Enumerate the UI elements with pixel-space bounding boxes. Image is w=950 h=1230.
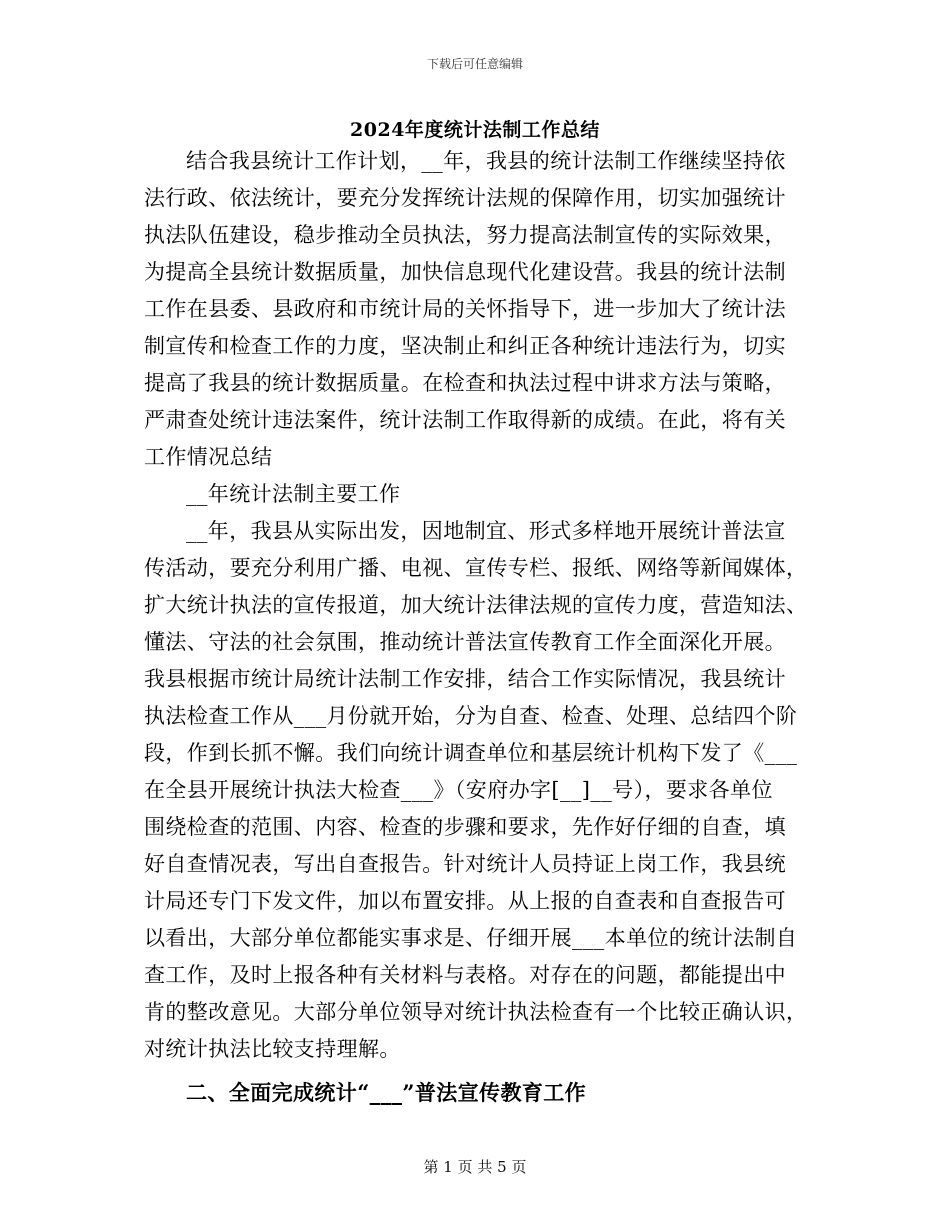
body-line: 我县根据市统计局统计法制工作安排，结合工作实际情况，我县统计 [144,667,786,691]
body-line: 结合我县统计工作计划，__年，我县的统计法制工作继续坚持依 [186,149,786,173]
body-line: 扩大统计执法的宣传报道，加大统计法律法规的宣传力度，营造知法、 [144,593,808,617]
body-line: 提高了我县的统计数据质量。在检查和执法过程中讲求方法与策略， [144,371,786,395]
body-line: 制宣传和检查工作的力度，坚决制止和纠正各种统计违法行为，切实 [144,334,786,358]
body-line: 传活动，要充分利用广播、电视、宣传专栏、报纸、网络等新闻媒体， [144,556,808,580]
body-line: 围绕检查的范围、内容、检查的步骤和要求，先作好仔细的自查，填 [144,815,786,839]
body-line: 肯的整改意见。大部分单位领导对统计执法检查有一个比较正确认识， [144,1000,808,1024]
document-title: 2024年度统计法制工作总结 [350,119,600,141]
body-line: 查工作，及时上报各种有关材料与表格。对存在的问题，都能提出中 [144,963,786,987]
section-heading: 二、全面完成统计“___”普法宣传教育工作 [186,1080,587,1105]
body-line: 在全县开展统计执法大检查___》（安府办字[__]__号），要求各单位 [144,778,773,802]
body-line: 段，作到长抓不懈。我们向统计调查单位和基层统计机构下发了《___ [144,741,798,765]
body-line: 以看出，大部分单位都能实事求是、仔细开展___本单位的统计法制自 [144,926,798,950]
body-line: 工作情况总结 [144,445,273,469]
body-line: 好自查情况表，写出自查报告。针对统计人员持证上岗工作，我县统 [144,852,786,876]
body-line: 执法检查工作从___月份就开始，分为自查、检查、处理、总结四个阶 [144,704,798,728]
page-number: 第 1 页 共 5 页 [423,1158,527,1176]
body-line: 法行政、依法统计，要充分发挥统计法规的保障作用，切实加强统计 [144,186,786,210]
body-line: 执法队伍建设，稳步推动全员执法，努力提高法制宣传的实际效果， [144,223,786,247]
subheading-line: __年统计法制主要工作 [186,482,401,506]
body-line: 对统计执法比较支持理解。 [144,1037,401,1061]
body-line: 工作在县委、县政府和市统计局的关怀指导下，进一步加大了统计法 [144,297,786,321]
body-line: 懂法、守法的社会氛围，推动统计普法宣传教育工作全面深化开展。 [144,630,786,654]
body-line: 为提高全县统计数据质量，加快信息现代化建设营。我县的统计法制 [144,260,786,284]
body-line: 严肃查处统计违法案件，统计法制工作取得新的成绩。在此，将有关 [144,408,786,432]
body-line: __年，我县从实际出发，因地制宜、形式多样地开展统计普法宣 [186,519,786,543]
header-note: 下载后可任意编辑 [426,57,523,71]
body-line: 计局还专门下发文件，加以布置安排。从上报的自查表和自查报告可 [144,889,786,913]
